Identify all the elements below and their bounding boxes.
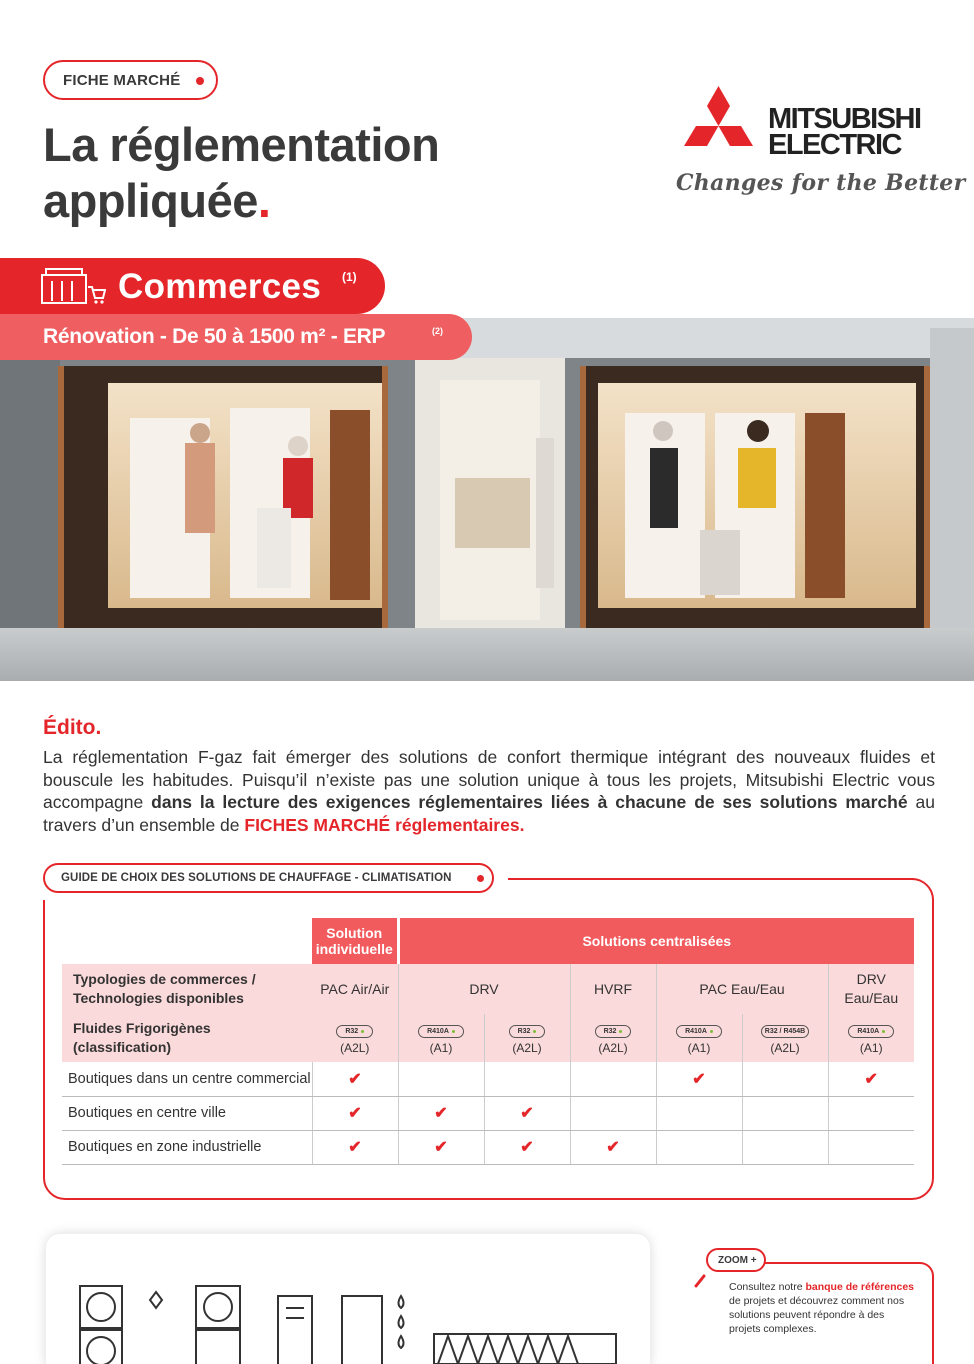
title-line-2: appliquée: [43, 174, 258, 227]
tech-drv: DRV: [398, 964, 570, 1014]
shop-icon: [40, 267, 106, 305]
check-icon: ✔: [434, 1105, 448, 1122]
check-cell: [312, 1096, 398, 1130]
check-cell: [398, 1062, 484, 1096]
tech-drv-eau-eau: DRV Eau/Eau: [828, 964, 914, 1014]
equipment-card: [46, 1234, 650, 1364]
edito-text-red: FICHES MARCHÉ réglementaires.: [244, 814, 525, 835]
edito-text-2: au travers d’un ensemble de: [43, 792, 935, 835]
mitsubishi-logo: [676, 86, 966, 201]
header-central: Solutions centralisées: [398, 918, 914, 964]
edito-heading: Édito.: [43, 716, 102, 739]
solutions-table: [62, 918, 914, 1165]
header-row: [62, 918, 914, 964]
check-cell: [656, 1130, 742, 1164]
zoom-text-2: de projets et découvrez comment nos solutions peuvent répondre à des projets complexes.: [729, 1295, 905, 1335]
check-icon: ✔: [348, 1139, 362, 1156]
tech-pac-air-air: PAC Air/Air: [312, 964, 398, 1014]
logo-tagline: Changes for the Better: [676, 170, 966, 196]
check-icon: ✔: [520, 1105, 534, 1122]
check-cell: [484, 1062, 570, 1096]
technologies-row: [62, 964, 914, 1014]
market-banner: [0, 258, 385, 314]
check-cell: [484, 1096, 570, 1130]
logo-name-line-1: MITSUBISHI: [768, 103, 921, 135]
equipment-illustration: [46, 1234, 650, 1364]
badge-label: FICHE MARCHÉ: [63, 71, 181, 89]
fluid-class: (A2L): [512, 1041, 542, 1055]
fluid-cell: [742, 1014, 828, 1062]
fluid-tag: R410A: [848, 1025, 894, 1038]
check-cell: [656, 1096, 742, 1130]
fiche-marche-badge: [43, 60, 218, 100]
check-cell: [742, 1096, 828, 1130]
market-title-note: (1): [342, 270, 357, 284]
guide-rule: [494, 877, 934, 881]
check-icon: ✔: [606, 1139, 620, 1156]
fluids-row: [62, 1014, 914, 1062]
fluid-class: (A2L): [340, 1041, 370, 1055]
fluid-class: (A2L): [598, 1041, 628, 1055]
three-diamonds-icon: [676, 86, 761, 161]
page-title: [43, 117, 439, 229]
edito-text-bold: dans la lecture des exigences réglementaires liées à chacune de ses solutions marché: [151, 792, 908, 812]
check-cell: [570, 1062, 656, 1096]
fluid-class: (A1): [429, 1041, 453, 1055]
fluid-class: (A1): [859, 1041, 883, 1055]
fluid-cell: [312, 1014, 398, 1062]
check-icon: ✔: [864, 1070, 878, 1088]
check-icon: ✔: [520, 1139, 534, 1156]
check-cell: [828, 1062, 914, 1096]
zoom-link-references[interactable]: banque de références: [805, 1281, 915, 1293]
table-row: [62, 1130, 914, 1164]
fluid-cell: [398, 1014, 484, 1062]
check-cell: [742, 1130, 828, 1164]
edito-text-1: La réglementation F-gaz fait émerger des solutions de confort thermique intégrant des nouveaux fluides et bouscule les habitudes. Puisqu’il n’existe pas une solution unique à tous les projets, Mitsubishi Electric vous accompagne: [43, 747, 935, 812]
zoom-text-1: Consultez notre: [729, 1281, 806, 1293]
fluid-cell: [570, 1014, 656, 1062]
badge-dot: [196, 77, 204, 85]
tech-pac-eau-eau: PAC Eau/Eau: [656, 964, 828, 1014]
check-icon: ✔: [434, 1139, 448, 1156]
title-line-1: La réglementation: [43, 118, 440, 171]
check-icon: ✔: [348, 1105, 362, 1122]
fluid-cell: [656, 1014, 742, 1062]
zoom-label: ZOOM +: [718, 1255, 757, 1266]
technologies-label: Typologies de commerces / Technologies disponibles: [62, 964, 312, 1014]
check-cell: [398, 1130, 484, 1164]
title-dot: .: [257, 174, 271, 227]
header-individual: Solution individuelle: [312, 918, 398, 964]
check-cell: [398, 1096, 484, 1130]
logo-name: [768, 103, 921, 161]
fluid-tag: R410A: [676, 1025, 722, 1038]
fluid-class: (A1): [687, 1041, 711, 1055]
check-cell: [570, 1096, 656, 1130]
market-subtitle-banner: [0, 314, 472, 360]
zoom-text: [729, 1280, 917, 1336]
fluid-cell: [828, 1014, 914, 1062]
check-cell: [656, 1062, 742, 1096]
check-cell: [484, 1130, 570, 1164]
fluid-tag: R32: [595, 1025, 632, 1038]
fluid-class: (A2L): [770, 1041, 800, 1055]
guide-title-badge: [43, 863, 494, 893]
fluid-tag: R32: [509, 1025, 546, 1038]
fluid-tag: R32 / R454B: [761, 1025, 809, 1038]
fluid-tag: R32: [336, 1025, 373, 1038]
row-label: Boutiques dans un centre commercial: [62, 1062, 312, 1096]
fluid-cell: [484, 1014, 570, 1062]
edito-paragraph: [43, 746, 935, 836]
tech-hvrf: HVRF: [570, 964, 656, 1014]
market-subtitle: Rénovation - De 50 à 1500 m² - ERP: [43, 325, 386, 348]
row-label: Boutiques en centre ville: [62, 1096, 312, 1130]
fluids-label: Fluides Frigorigènes (classification): [62, 1014, 312, 1062]
check-cell: [570, 1130, 656, 1164]
check-cell: [828, 1096, 914, 1130]
check-cell: [742, 1062, 828, 1096]
check-icon: ✔: [692, 1070, 706, 1088]
row-label: Boutiques en zone industrielle: [62, 1130, 312, 1164]
storefront-illustration: [0, 318, 974, 681]
market-subtitle-note: (2): [432, 326, 443, 336]
fluid-tag: R410A: [418, 1025, 464, 1038]
check-cell: [828, 1130, 914, 1164]
zoom-badge[interactable]: [706, 1248, 766, 1272]
check-cell: [312, 1062, 398, 1096]
guide-dot: [477, 875, 484, 882]
logo-name-line-2: ELECTRIC: [768, 129, 901, 161]
check-cell: [312, 1130, 398, 1164]
table-row: [62, 1062, 914, 1096]
market-title: Commerces: [118, 267, 322, 306]
check-icon: ✔: [348, 1070, 362, 1088]
guide-title: GUIDE DE CHOIX DES SOLUTIONS DE CHAUFFAGE - CLIMATISATION: [61, 872, 452, 884]
table-row: [62, 1096, 914, 1130]
storefront-photo: [0, 318, 974, 681]
